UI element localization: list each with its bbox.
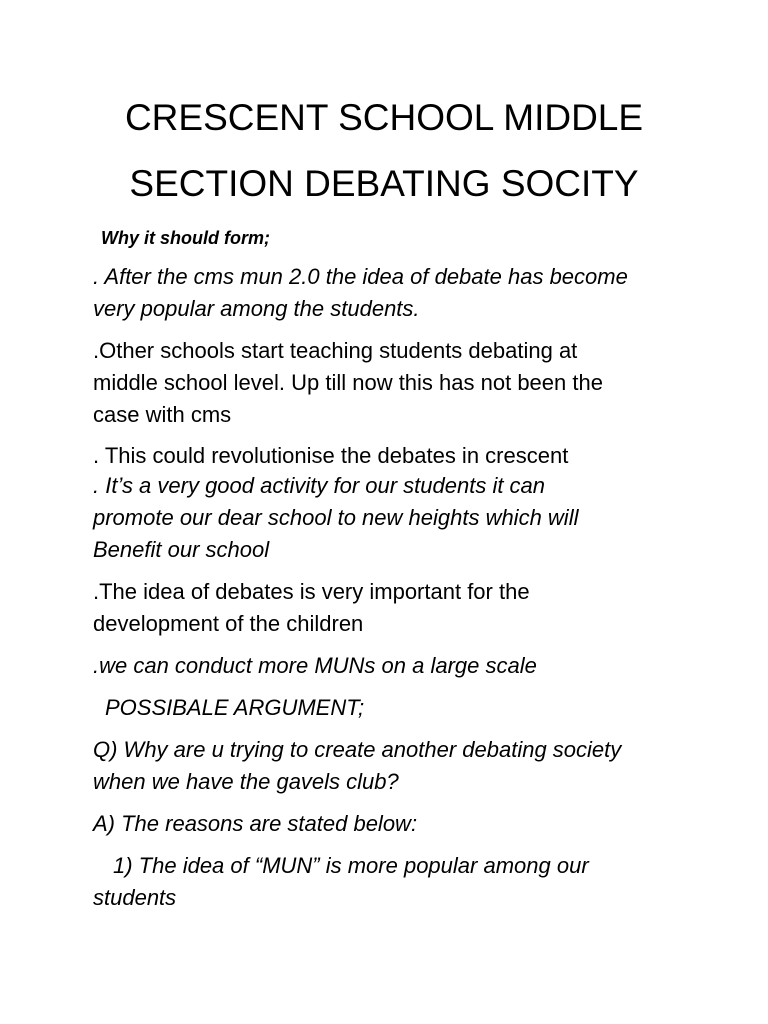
answer-intro: A) The reasons are stated below: <box>93 811 418 836</box>
question-line-2: when we have the gavels club? <box>93 769 399 794</box>
subheading-why-form: Why it should form; <box>101 228 270 248</box>
point-1-line-1: . After the cms mun 2.0 the idea of debate has become <box>93 264 628 289</box>
point-2-line-3: case with cms <box>93 402 232 427</box>
point-1-line-2: very popular among the students. <box>93 296 420 321</box>
point-3-line-1: . This could revolutionise the debates in crescent <box>93 443 569 468</box>
reason-1-line-2: students <box>93 885 177 910</box>
point-4-line-1: . It’s a very good activity for our students it can <box>93 473 546 498</box>
question-line-1: Q) Why are u trying to create another debating society <box>93 737 622 762</box>
argument-heading: POSSIBALE ARGUMENT; <box>105 695 365 720</box>
point-4-line-3: Benefit our school <box>93 537 270 562</box>
point-5-line-1: .The idea of debates is very important for the <box>93 579 530 604</box>
point-4-line-2: promote our dear school to new heights which will <box>93 505 579 530</box>
document-title-line-1: CRESCENT SCHOOL MIDDLE <box>124 97 644 138</box>
document-title-line-2: SECTION DEBATING SOCITY <box>129 163 639 204</box>
point-6-line-1: .we can conduct more MUNs on a large scale <box>93 653 537 678</box>
point-2-line-1: .Other schools start teaching students debating at <box>93 338 578 363</box>
reason-1-line-1: 1) The idea of “MUN” is more popular among our <box>113 853 589 878</box>
point-5-line-2: development of the children <box>93 611 364 636</box>
point-2-line-2: middle school level. Up till now this has not been the <box>93 370 603 395</box>
